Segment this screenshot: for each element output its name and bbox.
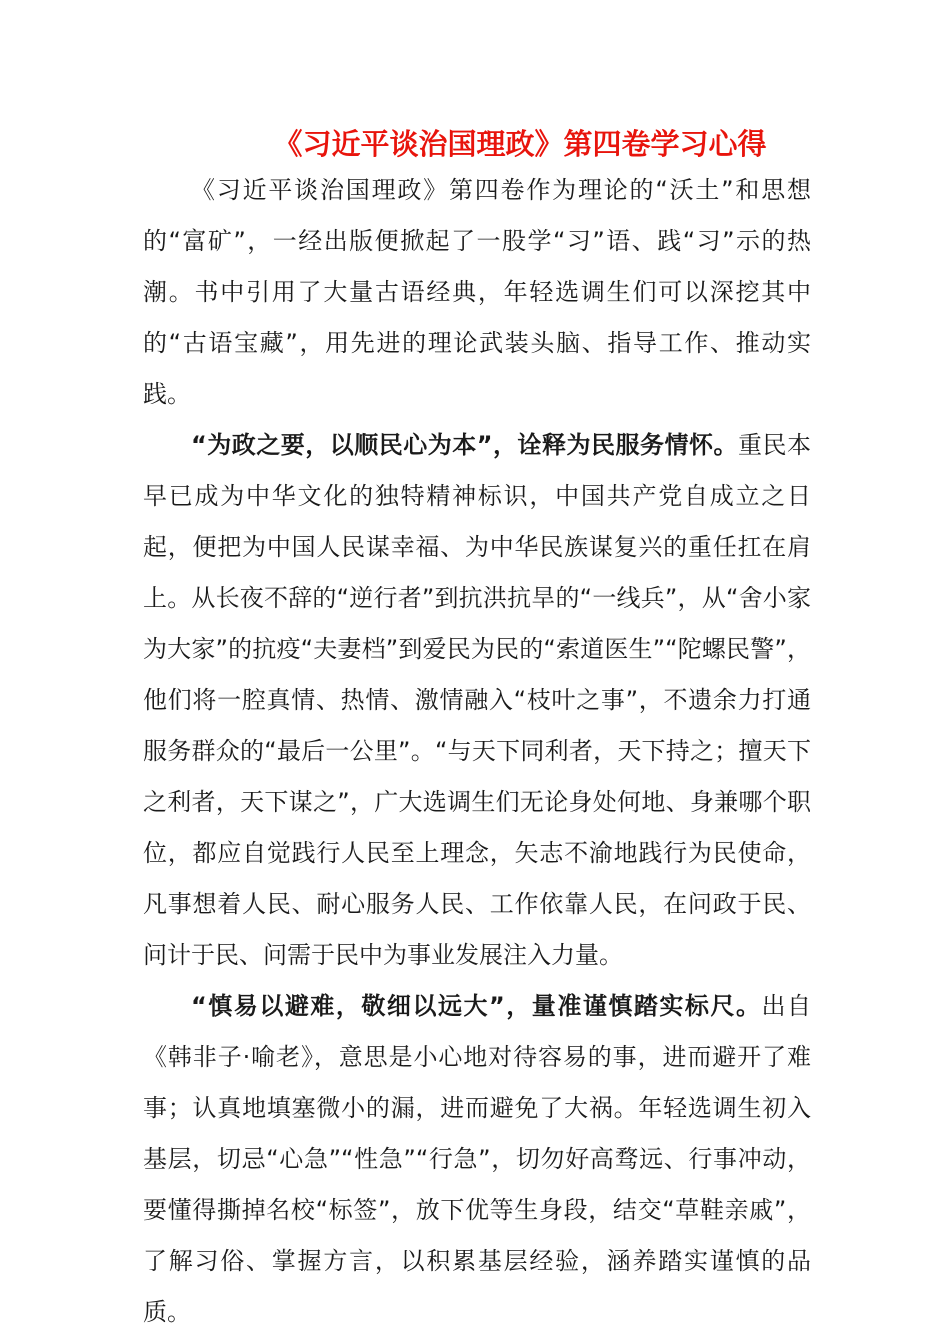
paragraph-lead: “为政之要，以顺民心为本”，诠释为民服务情怀。 bbox=[191, 431, 739, 459]
document-body bbox=[143, 165, 811, 1338]
paragraph-text: 出自《韩非子·喻老》，意思是小心地对待容易的事，进而避开了难事；认真地填塞微小的漏，进而避免了大祸。年轻选调生初入基层，切忌“心急”“性急”“行急”，切勿好高骛远、行事冲动，要懂得撕掉名校“标签”，放下优等生身段，结交“草鞋亲戚”，了解习俗、掌握方言，以积累基层经验，涵养踏实谨慎的品质。 bbox=[143, 992, 812, 1326]
document-title: 《习近平谈治国理政》第四卷学习心得 bbox=[273, 127, 767, 161]
paragraph-people-centered bbox=[143, 420, 811, 981]
paragraph-text: 《习近平谈治国理政》第四卷作为理论的“沃土”和思想的“富矿”，一经出版便掀起了一股学“习”语、践“习”示的热潮。书中引用了大量古语经典，年轻选调生们可以深挖其中的“古语宝藏”，用先进的理论武装头脑、指导工作、推动实践。 bbox=[143, 176, 811, 408]
paragraph-intro bbox=[143, 165, 811, 420]
paragraph-lead: “慎易以避难，敬细以远大”，量准谨慎踏实标尺。 bbox=[191, 992, 762, 1020]
paragraph-text: 重民本早已成为中华文化的独特精神标识，中国共产党自成立之日 起，便把为中国人民谋幸福、为中华民族谋复兴的重任扛在肩上。从长夜不辞的“逆行者”到抗洪抗旱的“一线兵”，从“舍小家为大家”的抗疫“夫妻档”到爱民为民的“索道医生”“陀螺民警”， 他们将一腔真情、热情、激情融入“枝叶之事”，不遗余力打通服务群众的“最后一公里”。“与天下同利者，天下持之；擅天下之利者，天下谋之”，广大选调生们无论身处何地、身兼哪个职位，都应自觉践行人民至上理念，矢志不渝地践行为民使命， 凡事想着人民、耐心服务人民、工作依靠人民，在问政于民、问计于民、问需于民中为事业发展注入力量。 bbox=[143, 431, 812, 969]
paragraph-prudence bbox=[143, 981, 811, 1338]
